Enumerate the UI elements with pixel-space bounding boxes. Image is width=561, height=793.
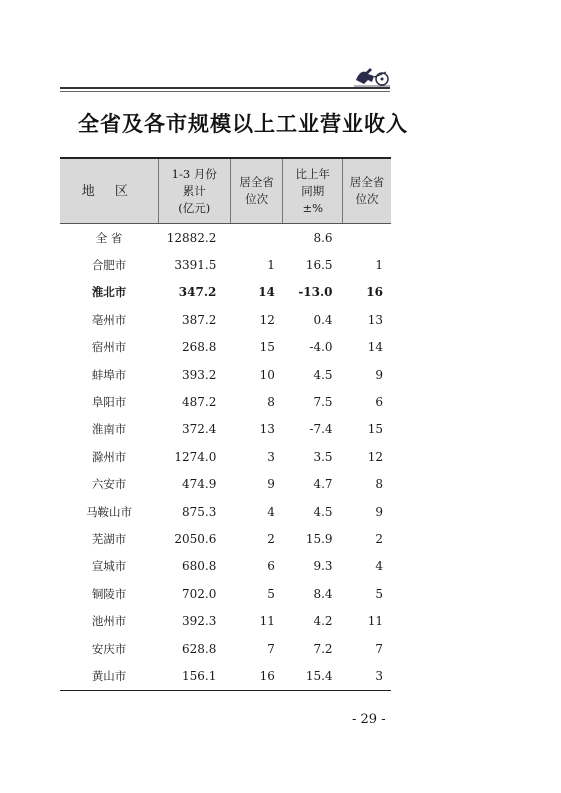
cell-rank2: 1 bbox=[375, 258, 383, 273]
table-body bbox=[60, 224, 391, 691]
cell-rank2: 9 bbox=[375, 504, 383, 519]
cell-rank2: 8 bbox=[375, 477, 383, 492]
cell-rank1: 10 bbox=[259, 367, 275, 382]
cell-rank1: 5 bbox=[267, 586, 275, 601]
cell-rank1: 3 bbox=[267, 449, 275, 464]
table-row bbox=[60, 498, 391, 525]
cell-region: 淮北市 bbox=[91, 285, 127, 300]
cell-rank1: 9 bbox=[267, 477, 275, 492]
cell-region: 滁州市 bbox=[91, 449, 127, 464]
cell-region: 铜陵市 bbox=[91, 586, 127, 601]
cell-growth: 4.2 bbox=[313, 614, 333, 629]
header-rank2-line1: 居全省 bbox=[349, 175, 385, 189]
header-region: 地 区 bbox=[60, 158, 158, 224]
header-growth-line1: 比上年 bbox=[295, 166, 330, 181]
table-row bbox=[60, 471, 391, 498]
page-title: 全省及各市规模以上工业营业收入 bbox=[78, 112, 408, 136]
table-row bbox=[60, 334, 391, 361]
cell-growth: 4.5 bbox=[313, 367, 333, 382]
cell-rank1 bbox=[230, 224, 283, 252]
header-growth-line2: 同期 bbox=[301, 183, 325, 198]
cell-growth: 3.5 bbox=[313, 449, 333, 464]
cell-revenue: 372.4 bbox=[182, 422, 217, 437]
table-row bbox=[60, 306, 391, 333]
cell-revenue: 268.8 bbox=[182, 340, 217, 355]
table-row bbox=[60, 553, 391, 580]
cell-region: 宿州市 bbox=[91, 340, 127, 355]
cell-region: 淮南市 bbox=[91, 422, 127, 437]
cell-region: 安庆市 bbox=[91, 641, 127, 656]
table-header-row bbox=[60, 158, 391, 224]
cell-revenue: 1274.0 bbox=[174, 449, 217, 464]
cell-revenue: 680.8 bbox=[182, 559, 217, 574]
cell-growth: 15.9 bbox=[305, 531, 333, 546]
cell-region: 蚌埠市 bbox=[91, 367, 127, 382]
header-rank2-line2: 位次 bbox=[355, 192, 379, 206]
cell-rank2: 11 bbox=[367, 614, 383, 629]
cell-revenue: 702.0 bbox=[182, 586, 217, 601]
table-row bbox=[60, 388, 391, 415]
cell-growth: -13.0 bbox=[298, 285, 333, 300]
cell-revenue: 12882.2 bbox=[166, 230, 217, 245]
header-growth-line3: ±% bbox=[302, 200, 324, 215]
cell-rank2 bbox=[343, 224, 391, 252]
cell-region: 六安市 bbox=[91, 477, 127, 492]
cell-rank2: 3 bbox=[343, 662, 391, 690]
cell-growth: -7.4 bbox=[309, 422, 333, 437]
revenue-table bbox=[60, 157, 391, 691]
cell-rank2: 9 bbox=[375, 367, 383, 382]
cell-region: 亳州市 bbox=[91, 312, 127, 327]
horse-chariot-logo-icon bbox=[352, 60, 392, 88]
cell-region: 马鞍山市 bbox=[86, 504, 133, 519]
cell-region: 池州市 bbox=[91, 614, 127, 629]
header-rank2 bbox=[343, 158, 391, 224]
cell-rank1: 16 bbox=[230, 662, 283, 690]
table-row bbox=[60, 635, 391, 662]
cell-growth: -4.0 bbox=[309, 340, 333, 355]
header-rank1-line2: 位次 bbox=[245, 192, 269, 206]
cell-growth: 8.4 bbox=[313, 586, 333, 601]
table-row bbox=[60, 607, 391, 634]
cell-growth: 4.5 bbox=[313, 504, 333, 519]
cell-region: 芜湖市 bbox=[91, 531, 127, 546]
table-row bbox=[60, 279, 391, 306]
cell-revenue: 387.2 bbox=[182, 312, 217, 327]
cell-growth: 9.3 bbox=[313, 559, 333, 574]
cell-revenue: 3391.5 bbox=[174, 258, 217, 273]
cell-growth: 4.7 bbox=[313, 477, 333, 492]
cell-revenue: 156.1 bbox=[158, 662, 230, 690]
table-row bbox=[60, 361, 391, 388]
cell-revenue: 392.3 bbox=[182, 614, 217, 629]
cell-region: 宣城市 bbox=[91, 559, 127, 574]
header-revenue-line3: (亿元) bbox=[178, 200, 211, 215]
cell-revenue: 474.9 bbox=[182, 477, 217, 492]
table-row bbox=[60, 443, 391, 470]
cell-rank2: 2 bbox=[375, 531, 383, 546]
table-row bbox=[60, 525, 391, 552]
table-row bbox=[60, 662, 391, 690]
cell-rank2: 15 bbox=[367, 422, 383, 437]
cell-region: 合肥市 bbox=[91, 258, 127, 273]
cell-region: 阜阳市 bbox=[91, 395, 127, 410]
cell-rank1: 13 bbox=[259, 422, 275, 437]
cell-revenue: 628.8 bbox=[182, 641, 217, 656]
header-revenue bbox=[158, 158, 230, 224]
cell-rank1: 12 bbox=[259, 312, 275, 327]
table-row bbox=[60, 416, 391, 443]
cell-rank1: 1 bbox=[267, 258, 275, 273]
cell-rank2: 13 bbox=[367, 312, 383, 327]
table-row bbox=[60, 224, 391, 252]
cell-rank2: 7 bbox=[375, 641, 383, 656]
cell-rank1: 15 bbox=[259, 340, 275, 355]
cell-growth: 15.4 bbox=[283, 662, 343, 690]
table-row bbox=[60, 580, 391, 607]
cell-growth: 7.5 bbox=[313, 395, 333, 410]
cell-growth: 0.4 bbox=[313, 312, 333, 327]
cell-region: 黄山市 bbox=[60, 662, 158, 690]
cell-rank1: 7 bbox=[267, 641, 275, 656]
cell-growth: 8.6 bbox=[313, 230, 333, 245]
header-revenue-line1: 1-3 月份 bbox=[171, 166, 217, 181]
cell-rank1: 8 bbox=[267, 395, 275, 410]
cell-rank2: 5 bbox=[375, 586, 383, 601]
cell-rank2: 4 bbox=[375, 559, 383, 574]
cell-revenue: 393.2 bbox=[182, 367, 217, 382]
cell-growth: 7.2 bbox=[313, 641, 333, 656]
header-rule bbox=[60, 87, 390, 89]
cell-rank2: 16 bbox=[366, 285, 383, 300]
cell-revenue: 347.2 bbox=[178, 285, 217, 300]
page-number: - 29 - bbox=[352, 712, 386, 727]
cell-rank1: 6 bbox=[267, 559, 275, 574]
cell-rank1: 14 bbox=[258, 285, 275, 300]
header-rank1-line1: 居全省 bbox=[239, 175, 274, 189]
cell-region: 全 省 bbox=[95, 230, 123, 245]
cell-rank2: 14 bbox=[367, 340, 383, 355]
cell-rank1: 4 bbox=[267, 504, 275, 519]
cell-rank1: 2 bbox=[267, 531, 275, 546]
cell-growth: 16.5 bbox=[305, 258, 333, 273]
header-rule-thin bbox=[60, 91, 390, 92]
table-row bbox=[60, 251, 391, 278]
cell-revenue: 875.3 bbox=[182, 504, 217, 519]
header-growth bbox=[283, 158, 343, 224]
cell-revenue: 487.2 bbox=[182, 395, 217, 410]
header-revenue-line2: 累计 bbox=[182, 183, 206, 198]
cell-revenue: 2050.6 bbox=[174, 531, 217, 546]
header-rank1 bbox=[230, 158, 283, 224]
cell-rank1: 11 bbox=[259, 614, 275, 629]
cell-rank2: 12 bbox=[367, 449, 383, 464]
cell-rank2: 6 bbox=[375, 395, 383, 410]
